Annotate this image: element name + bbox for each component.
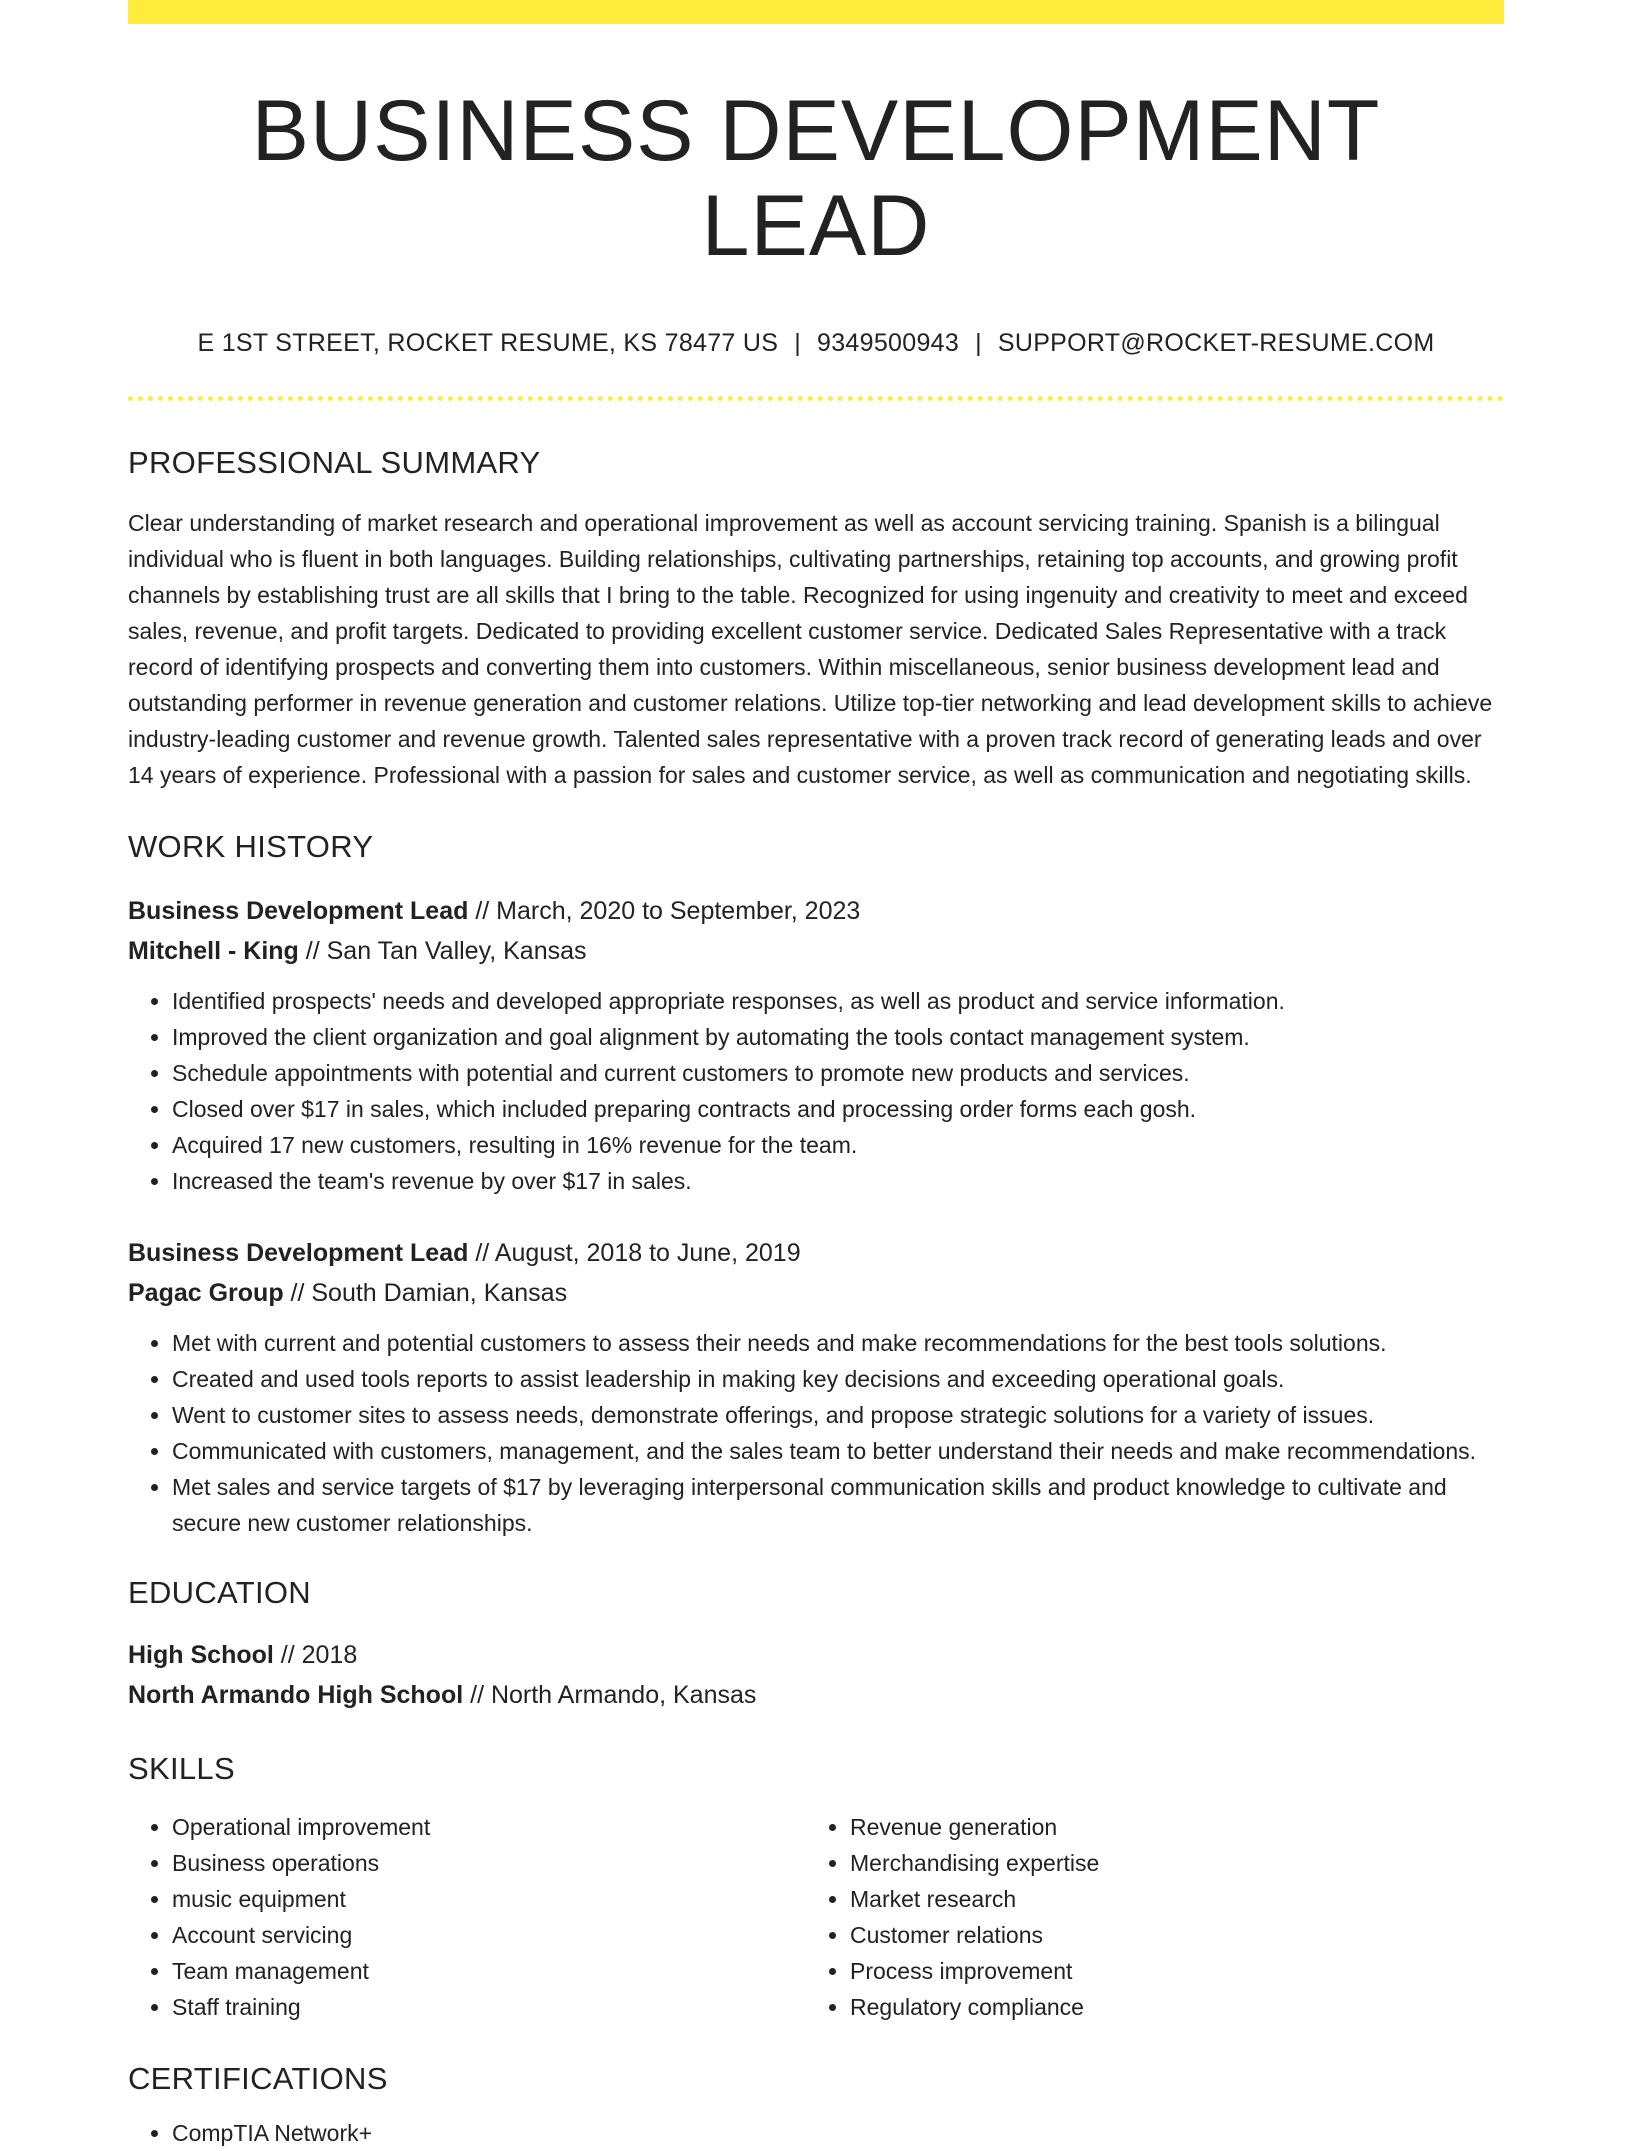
education-school-line [128, 1675, 1504, 1715]
education-degree: High School [128, 1641, 274, 1670]
certification-item: • CompTIA Network+ [172, 2115, 1504, 2151]
education-entry [128, 1635, 1504, 1715]
resume-name: BUSINESS DEVELOPMENT LEAD [251, 83, 1381, 274]
contact-line [128, 329, 1504, 358]
job-title-line [128, 891, 1504, 931]
skill-item: • Team management [172, 1953, 806, 1989]
summary-text: Clear understanding of market research and operational improvement as well as account servicing training. Spanish is a bilingual individual who is fluent in both languages. Building relationships, cultivating partnerships, retaining top accounts, and growing profit channels by establishing trust are all skills that I bring to the table. Recognized for using ingenuity and creativity to meet and exceed sales, revenue, and profit targets. Dedicated to providing excellent customer service. Dedicated Sales Representative with a track record of identifying prospects and converting them into customers. Within miscellaneous, senior business development lead and outstanding performer in revenue generation and customer relations. Utilize top-tier networking and lead development skills to achieve industry-leading customer and revenue growth. Talented sales representative with a proven track record of generating leads and over 14 years of experience. Professional with a passion for sales and customer service, as well as communication and negotiating skills. [128, 510, 1493, 789]
summary-heading: PROFESSIONAL SUMMARY [128, 445, 541, 481]
skills-list-right [806, 1809, 1484, 2025]
job-bullet: • Increased the team's revenue by over $17 in sales. [172, 1163, 1504, 1199]
education-degree-line [128, 1635, 1504, 1675]
job-bullet: • Met sales and service targets of $17 by leveraging interpersonal communication skills and product knowledge to cultivate and secure new customer relationships. [172, 1469, 1504, 1541]
contact-email[interactable]: SUPPORT@ROCKET-RESUME.COM [997, 329, 1435, 358]
work-history-heading: WORK HISTORY [128, 829, 374, 865]
skill-item: • Business operations [172, 1845, 806, 1881]
job-bullet: • Schedule appointments with potential and current customers to promote new products and services. [172, 1055, 1504, 1091]
job-bullet: • Closed over $17 in sales, which included preparing contracts and processing order forms each gosh. [172, 1091, 1504, 1127]
skill-item: • Customer relations [850, 1917, 1484, 1953]
skill-item: • Operational improvement [172, 1809, 806, 1845]
job-bullets [128, 983, 1504, 1199]
skill-item: • Merchandising expertise [850, 1845, 1484, 1881]
contact-phone: 9349500943 [817, 329, 960, 358]
dotted-divider [128, 396, 1504, 401]
job-title: Business Development Lead [128, 897, 469, 926]
job-company-line [128, 1273, 1504, 1313]
certifications-heading: CERTIFICATIONS [128, 2061, 388, 2097]
job-entry [128, 891, 1504, 1199]
education-year: // 2018 [273, 1641, 358, 1670]
job-company: Mitchell - King [128, 937, 299, 966]
accent-top-bar [128, 0, 1504, 24]
job-entry [128, 1233, 1504, 1541]
skill-item: • Staff training [172, 1989, 806, 2025]
job-title: Business Development Lead [128, 1239, 469, 1268]
job-company: Pagac Group [128, 1279, 284, 1308]
contact-address: E 1ST STREET, ROCKET RESUME, KS 78477 US [197, 329, 779, 358]
skill-item: • Market research [850, 1881, 1484, 1917]
skill-item: • music equipment [172, 1881, 806, 1917]
job-bullet: • Improved the client organization and goal alignment by automating the tools contact management system. [172, 1019, 1504, 1055]
resume-page [128, 0, 1504, 2151]
job-dates: // August, 2018 to June, 2019 [468, 1239, 801, 1268]
job-bullet: • Met with current and potential customers to assess their needs and make recommendations for the best tools solutions. [172, 1325, 1504, 1361]
job-bullet: • Created and used tools reports to assist leadership in making key decisions and exceeding operational goals. [172, 1361, 1504, 1397]
job-dates: // March, 2020 to September, 2023 [468, 897, 861, 926]
job-location: // South Damian, Kansas [283, 1279, 568, 1308]
job-bullets [128, 1325, 1504, 1541]
skills-heading: SKILLS [128, 1751, 235, 1787]
job-title-line [128, 1233, 1504, 1273]
contact-separator: | [794, 329, 802, 358]
job-location: // San Tan Valley, Kansas [298, 937, 587, 966]
job-bullet: • Went to customer sites to assess needs, demonstrate offerings, and propose strategic solutions for a variety of issues. [172, 1397, 1504, 1433]
skill-item: • Account servicing [172, 1917, 806, 1953]
job-company-line [128, 931, 1504, 971]
skill-item: • Process improvement [850, 1953, 1484, 1989]
skills-list-left [128, 1809, 806, 2025]
education-location: // North Armando, Kansas [463, 1681, 757, 1710]
skills-columns [128, 1809, 1504, 2025]
job-bullet: • Communicated with customers, management, and the sales team to better understand their needs and make recommendations. [172, 1433, 1504, 1469]
education-heading: EDUCATION [128, 1575, 311, 1611]
job-bullet: • Acquired 17 new customers, resulting in 16% revenue for the team. [172, 1127, 1504, 1163]
certifications-list [128, 2115, 1504, 2151]
education-school: North Armando High School [128, 1681, 464, 1710]
skill-item: • Revenue generation [850, 1809, 1484, 1845]
skill-item: • Regulatory compliance [850, 1989, 1484, 2025]
job-bullet: • Identified prospects' needs and developed appropriate responses, as well as product and service information. [172, 983, 1504, 1019]
contact-separator: | [975, 329, 982, 358]
